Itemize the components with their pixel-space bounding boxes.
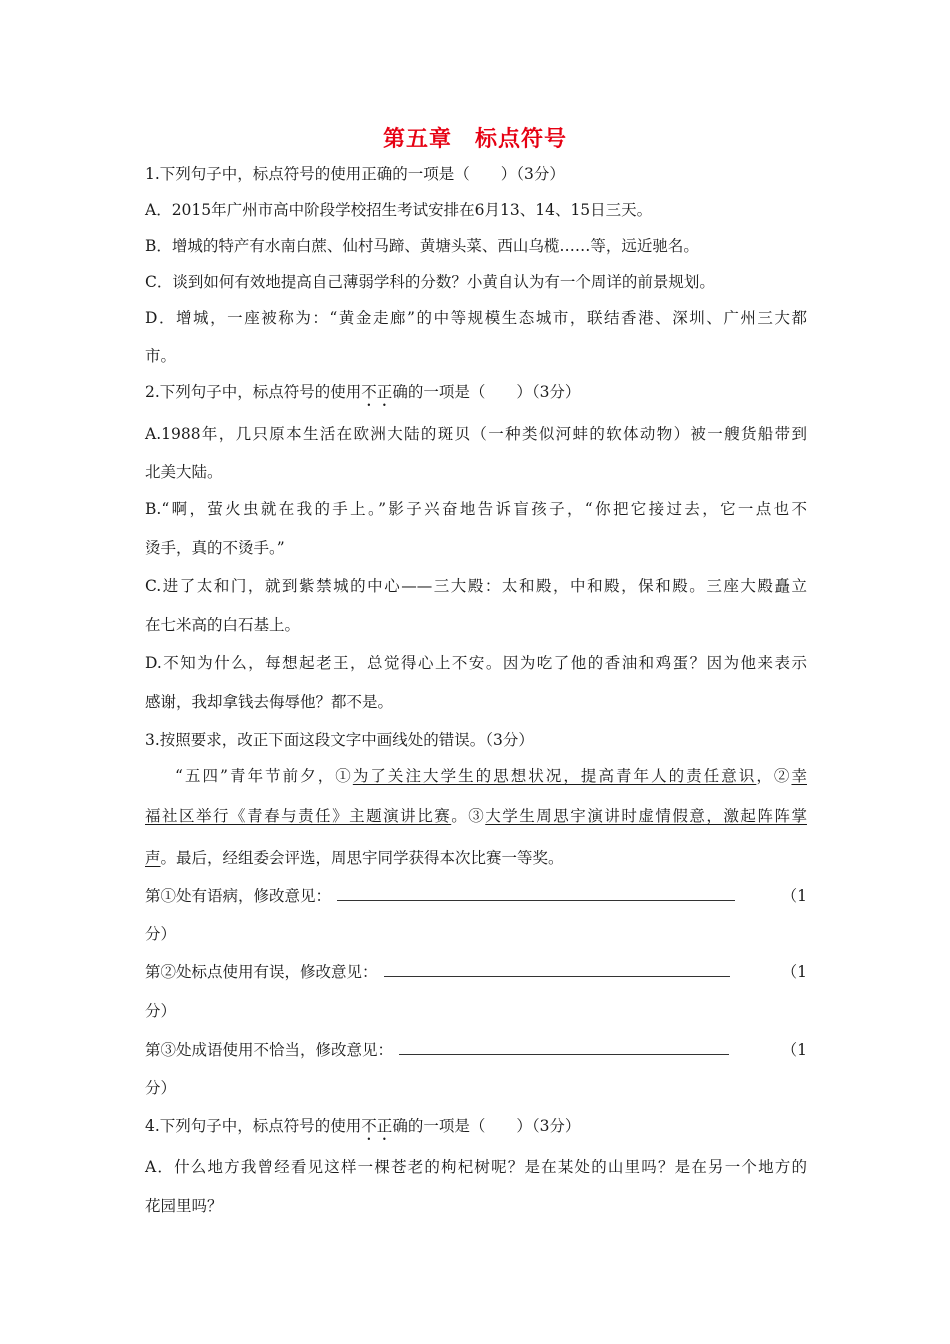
q4-option-a-line1: A．什么地方我曾经看见这样一棵苍老的枸杞树呢？是在某处的山里吗？是在另一个地方的 [145, 1158, 807, 1176]
q3-score-1: （1 [781, 887, 807, 905]
q3-score-3: （1 [781, 1041, 807, 1059]
q3-underline-3-end: 声 [145, 849, 161, 867]
q4-stem [145, 1116, 580, 1144]
q1-option-a: A．2015年广州市高中阶段学校招生考试安排在6月13、14、15日三天。 [145, 201, 653, 219]
q2-option-a-line1: A.1988年，几只原本生活在欧洲大陆的斑贝（一种类似河蚌的软体动物）被一艘货船带到 [145, 425, 807, 443]
q2-option-d-line2: 感谢，我却拿钱去侮辱他？都不是。 [145, 693, 394, 711]
q3-passage-line1 [175, 766, 807, 786]
q2-stem-post: 确的一项是（ ）（3分） [392, 383, 581, 401]
q3-fill-row-3 [145, 1040, 807, 1060]
q3-p2-text-b: 。③ [451, 807, 486, 825]
q3-score-3-cont: 分） [145, 1079, 177, 1097]
q3-score-2: （1 [781, 963, 807, 981]
q3-passage-line2 [145, 806, 807, 826]
chapter-title: 第五章 标点符号 [382, 127, 567, 152]
q2-option-b-line1: B.“啊，萤火虫就在我的手上。”影子兴奋地告诉盲孩子，“你把它接过去，它一点也不 [145, 500, 807, 518]
q2-option-c-line1: C.进了太和门，就到紫禁城的中心——三大殿：太和殿，中和殿，保和殿。三座大殿矗立 [145, 577, 807, 595]
q1-option-b: B．增城的特产有水南白蔗、仙村马蹄、黄塘头菜、西山乌榄……等，远近驰名。 [145, 237, 699, 255]
q3-passage-line3 [145, 848, 564, 868]
q3-fill-label-1: 第①处有语病，修改意见： [145, 887, 332, 905]
q2-option-d-line1: D.不知为什么，每想起老王，总觉得心上不安。因为吃了他的香油和鸡蛋？因为他来表示 [145, 654, 807, 672]
q2-stem-pre: 2.下列句子中，标点符号的使用 [145, 383, 362, 401]
q1-option-c: C．谈到如何有效地提高自己薄弱学科的分数？小黄自认为有一个周详的前景规划。 [145, 273, 715, 291]
q4-stem-pre: 4.下列句子中，标点符号的使用 [145, 1117, 362, 1135]
q3-fill-label-3: 第③处成语使用不恰当，修改意见： [145, 1041, 394, 1059]
q3-score-1-cont: 分） [145, 925, 177, 943]
q4-option-a-line2: 花园里吗？ [145, 1197, 223, 1215]
q3-underline-2: 福社区举行《青春与责任》主题演讲比赛 [145, 807, 452, 825]
q2-stem-emphasis: 不正 [361, 383, 393, 401]
q3-underline-3: 大学生周思宇演讲时虚情假意，激起阵阵掌 [485, 807, 807, 825]
q3-fill-row-1 [145, 886, 807, 906]
q3-score-2-cont: 分） [145, 1002, 177, 1020]
q3-answer-blank-3[interactable] [399, 1040, 729, 1055]
q1-stem: 1.下列句子中，标点符号的使用正确的一项是（ ）（3分） [145, 165, 565, 183]
q4-stem-emphasis: 不正 [361, 1117, 393, 1135]
q1-option-d-line2: 市。 [145, 347, 177, 365]
q3-fill-label-2: 第②处标点使用有误，修改意见： [145, 963, 378, 981]
q4-stem-post: 确的一项是（ ）（3分） [392, 1117, 581, 1135]
q1-option-d-line1: D．增城，一座被称为：“黄金走廊”的中等规模生态城市，联结香港、深圳、广州三大都 [145, 309, 807, 327]
q2-option-a-line2: 北美大陆。 [145, 463, 223, 481]
q3-p1-text-a: “五四”青年节前夕，① [175, 767, 353, 785]
q2-option-c-line2: 在七米高的白石基上。 [145, 616, 301, 634]
q3-answer-blank-2[interactable] [384, 962, 730, 977]
q3-stem: 3.按照要求，改正下面这段文字中画线处的错误。（3分） [145, 731, 534, 749]
q3-underline-2-start: 幸 [791, 767, 807, 785]
q3-p3-text: 。最后，经组委会评选，周思宇同学获得本次比赛一等奖。 [160, 849, 564, 867]
q3-fill-row-2 [145, 962, 807, 982]
q3-p1-text-b: ，② [756, 767, 792, 785]
q3-answer-blank-1[interactable] [337, 886, 735, 901]
q3-underline-1: 为了关注大学生的思想状况，提高青年人的责任意识 [352, 767, 757, 785]
q2-stem [145, 382, 580, 410]
q2-option-b-line2: 烫手，真的不烫手。” [145, 539, 285, 557]
